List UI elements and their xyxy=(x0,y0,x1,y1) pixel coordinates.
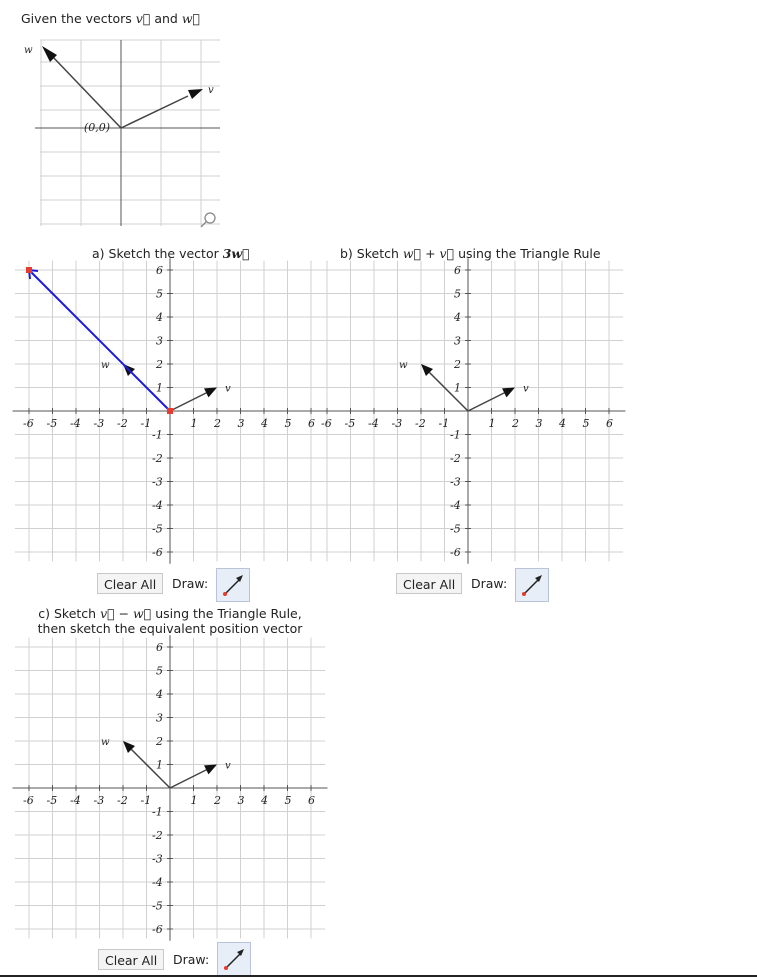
graph-b-title xyxy=(340,246,601,261)
graph-c[interactable] xyxy=(0,637,340,942)
y-tick-label: -2 xyxy=(450,452,461,465)
vector-draw-icon xyxy=(218,943,250,975)
graph-b-title-prefix: b) Sketch xyxy=(340,246,399,261)
graph_b-vector-w xyxy=(429,372,468,411)
graph_a-vector-w-label: w xyxy=(101,360,110,371)
x-tick-label: 3 xyxy=(535,417,543,430)
x-tick-label: 2 xyxy=(214,417,221,430)
graph-b[interactable] xyxy=(298,260,638,565)
intro-text: Given the vectors xyxy=(21,11,132,26)
x-tick-label: 1 xyxy=(488,417,496,430)
preview-vector-w xyxy=(52,56,121,128)
graph_c-vector-v xyxy=(170,770,206,788)
y-tick-label: -3 xyxy=(152,475,163,489)
y-tick-label: -5 xyxy=(450,522,461,536)
intro-and: and xyxy=(154,11,178,26)
graph-c-title-suffix: using the Triangle Rule, xyxy=(155,606,302,621)
y-tick-label: 1 xyxy=(156,758,163,772)
y-tick-label: -2 xyxy=(152,452,163,465)
y-tick-label: 3 xyxy=(454,334,461,348)
x-tick-label: -6 xyxy=(23,417,34,430)
graph-b-clear-button[interactable]: Clear All xyxy=(396,573,462,594)
graph-a-vector-tool[interactable] xyxy=(216,568,250,602)
graph_b-vector-v-label: v xyxy=(523,383,529,395)
x-tick-label: -5 xyxy=(46,794,58,807)
graph-a-title-prefix: a) Sketch the vector xyxy=(92,246,219,261)
y-tick-label: -6 xyxy=(450,546,461,559)
y-tick-label: 2 xyxy=(454,358,461,371)
y-tick-label: 6 xyxy=(156,641,163,654)
y-tick-label: 3 xyxy=(156,334,163,348)
x-tick-label: 5 xyxy=(582,417,590,430)
x-tick-label: 2 xyxy=(512,417,519,430)
preview-origin-label: (0,0) xyxy=(84,121,111,134)
graph-a-clear-button[interactable]: Clear All xyxy=(97,573,163,594)
x-tick-label: 1 xyxy=(190,794,198,807)
graph-c-draw-label: Draw: xyxy=(173,952,210,967)
graph-a-title xyxy=(92,246,250,261)
x-tick-label: -2 xyxy=(117,794,128,807)
graph-b-draw-label: Draw: xyxy=(471,576,508,591)
intro-line xyxy=(21,11,200,26)
vector-draw-icon xyxy=(516,569,548,601)
y-tick-label: -2 xyxy=(152,829,163,842)
preview-graph xyxy=(20,30,230,240)
preview-v-label: v xyxy=(208,85,214,96)
graph-c-title-line1 xyxy=(30,606,310,621)
y-tick-label: 2 xyxy=(156,735,163,748)
y-tick-label: -4 xyxy=(152,499,163,512)
graph-c-title-line2: then sketch the equivalent position vector xyxy=(37,621,303,636)
y-tick-label: -4 xyxy=(152,876,163,889)
graph-c-vector-tool[interactable] xyxy=(217,942,251,976)
y-tick-label: -1 xyxy=(152,428,163,442)
x-tick-label: -2 xyxy=(117,417,128,430)
x-tick-label: 5 xyxy=(284,794,292,807)
preview-vector-v xyxy=(121,96,188,128)
y-tick-label: -6 xyxy=(152,923,163,936)
x-tick-label: -1 xyxy=(140,794,152,807)
y-tick-label: -1 xyxy=(152,805,163,819)
x-tick-label: 6 xyxy=(308,417,315,430)
x-tick-label: -4 xyxy=(70,417,81,430)
graph-b-title-suffix: using the Triangle Rule xyxy=(458,246,601,261)
graph_b-vector-w-label: w xyxy=(399,360,408,371)
graph-c-clear-button[interactable]: Clear All xyxy=(98,949,164,970)
graph-a[interactable] xyxy=(0,260,340,565)
x-tick-label: -2 xyxy=(415,417,426,430)
y-tick-label: 5 xyxy=(454,287,461,301)
y-tick-label: -3 xyxy=(450,475,461,489)
y-tick-label: 4 xyxy=(156,311,163,324)
x-tick-label: -4 xyxy=(368,417,379,430)
graph-c-title-prefix: c) Sketch xyxy=(38,606,97,621)
x-tick-label: -6 xyxy=(23,794,34,807)
graph-b-vector-tool[interactable] xyxy=(515,568,549,602)
graph_a-drawn-tail-handle[interactable] xyxy=(167,408,173,414)
magnifier-icon[interactable] xyxy=(201,213,215,227)
graph_c-vector-v-label: v xyxy=(225,760,231,772)
x-tick-label: 4 xyxy=(559,417,566,430)
x-tick-label: 4 xyxy=(261,417,268,430)
x-tick-label: 6 xyxy=(606,417,613,430)
x-tick-label: 3 xyxy=(237,794,245,807)
y-tick-label: 5 xyxy=(156,664,163,678)
y-tick-label: -5 xyxy=(152,899,163,913)
graph_a-drawn-head-handle[interactable] xyxy=(26,267,32,273)
graph-c-title-math: v⃗ − w⃗ xyxy=(100,606,152,621)
x-tick-label: -5 xyxy=(46,417,58,430)
graph_c-vector-w xyxy=(131,749,170,788)
x-tick-label: -4 xyxy=(70,794,81,807)
y-tick-label: -3 xyxy=(152,852,163,866)
graph-a-draw-label: Draw: xyxy=(172,576,209,591)
graph-b-title-math: w⃗ + v⃗ xyxy=(402,246,455,261)
y-tick-label: 3 xyxy=(156,711,163,725)
graph_c-vector-w-label: w xyxy=(101,737,110,748)
x-tick-label: -6 xyxy=(321,417,332,430)
x-tick-label: 3 xyxy=(237,417,245,430)
y-tick-label: 4 xyxy=(454,311,461,324)
x-tick-label: -1 xyxy=(140,417,152,430)
graph-c-title xyxy=(30,606,310,636)
x-tick-label: -3 xyxy=(93,794,105,807)
y-tick-label: 1 xyxy=(454,381,461,395)
x-tick-label: -3 xyxy=(93,417,105,430)
preview-grid xyxy=(40,40,220,226)
x-tick-label: 4 xyxy=(261,794,268,807)
graph-a-title-math: 3w⃗ xyxy=(222,246,250,261)
y-tick-label: 2 xyxy=(156,358,163,371)
y-tick-label: -4 xyxy=(450,499,461,512)
x-tick-label: -3 xyxy=(391,417,403,430)
x-tick-label: 1 xyxy=(190,417,198,430)
x-tick-label: -1 xyxy=(438,417,450,430)
x-tick-label: 5 xyxy=(284,417,292,430)
graph_a-vector-v xyxy=(170,393,206,411)
y-tick-label: -5 xyxy=(152,522,163,536)
x-tick-label: 2 xyxy=(214,794,221,807)
x-tick-label: 6 xyxy=(308,794,315,807)
vector-draw-icon xyxy=(217,569,249,601)
y-tick-label: -6 xyxy=(152,546,163,559)
y-tick-label: 6 xyxy=(454,264,461,277)
preview-w-label: w xyxy=(24,45,33,56)
y-tick-label: 4 xyxy=(156,688,163,701)
y-tick-label: 5 xyxy=(156,287,163,301)
y-tick-label: 1 xyxy=(156,381,163,395)
graph_b-vector-v xyxy=(468,393,504,411)
y-tick-label: 6 xyxy=(156,264,163,277)
v-symbol: v⃗ xyxy=(135,11,151,26)
w-symbol: w⃗ xyxy=(181,11,201,26)
x-tick-label: -5 xyxy=(344,417,356,430)
graph_a-vector-v-label: v xyxy=(225,383,231,395)
y-tick-label: -1 xyxy=(450,428,461,442)
